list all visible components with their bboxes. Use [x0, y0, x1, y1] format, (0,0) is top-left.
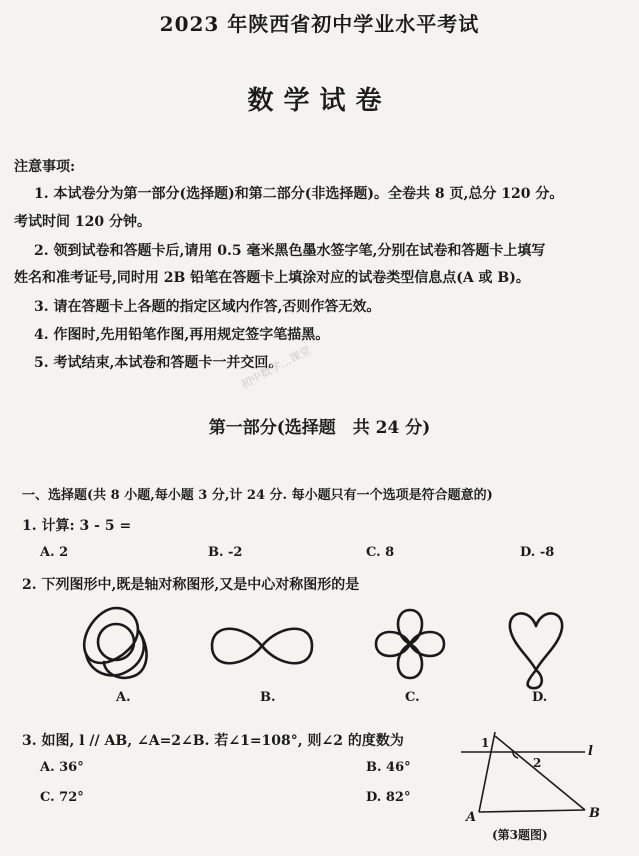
q3-option-c: C. 72° — [40, 790, 84, 805]
q2-figure-label-c: C. — [405, 690, 420, 705]
section-title: 第一部分(选择题 共 24 分) — [208, 418, 431, 438]
q3-label-point-a: A — [466, 810, 477, 825]
notice-heading: 注意事项: — [14, 159, 76, 175]
q3-option-b: B. 46° — [366, 760, 411, 775]
q3-option-d: D. 82° — [366, 790, 411, 805]
question-3-stem: 3. 如图, l // AB, ∠A=2∠B. 若∠1=108°, 则∠2 的度数为 — [22, 733, 404, 749]
q1-option-d: D. -8 — [520, 545, 555, 560]
q3-figure-caption: (第3题图) — [492, 828, 548, 842]
q2-figure-d-heart-loop — [510, 613, 562, 688]
q3-line-ab — [479, 810, 585, 812]
notice-line: 姓名和准考证号,同时用 2B 铅笔在答题卡上填涂对应的试卷类型信息点(A 或 B)。 — [14, 270, 530, 286]
section-instructions: 一、选择题(共 8 小题,每小题 3 分,计 24 分. 每小题只有一个选项是符合题意的) — [22, 488, 493, 503]
q1-option-a: A. 2 — [40, 545, 69, 560]
q2-figure-label-b: B. — [260, 690, 276, 705]
q2-figure-label-a: A. — [116, 690, 131, 705]
notice-line: 1. 本试卷分为第一部分(选择题)和第二部分(非选择题)。全卷共 8 页,总分 120 分。 — [34, 186, 564, 202]
q2-figures — [0, 600, 639, 690]
q1-option-c: C. 8 — [366, 545, 395, 560]
q1-option-b: B. -2 — [208, 545, 243, 560]
q3-option-a: A. 36° — [40, 760, 84, 775]
q3-label-point-b: B — [589, 806, 600, 821]
q2-figure-b-infinity — [212, 629, 312, 664]
notice-line: 考试时间 120 分钟。 — [14, 214, 151, 230]
watermark: 初中数学…课堂 — [238, 343, 314, 392]
q3-side-ab-top — [495, 736, 585, 810]
q2-figure-c-clover — [376, 610, 444, 678]
q2-figure-label-d: D. — [532, 690, 548, 705]
notice-line: 3. 请在答题卡上各题的指定区域内作答,否则作答无效。 — [34, 299, 381, 315]
notice-line: 2. 领到试卷和答题卡后,请用 0.5 毫米黑色墨水签字笔,分别在试卷和答题卡上填写 — [34, 243, 546, 259]
notice-line: 5. 考试结束,本试卷和答题卡一并交回。 — [34, 355, 283, 371]
exam-title: 2023 年陕西省初中学业水平考试 — [159, 12, 480, 36]
q3-label-angle2: 2 — [533, 756, 542, 770]
q3-label-line-l: l — [588, 744, 593, 759]
question-2-stem: 2. 下列图形中,既是轴对称图形,又是中心对称图形的是 — [22, 577, 360, 593]
q3-label-angle1: 1 — [481, 736, 490, 750]
question-1-stem: 1. 计算: 3 - 5 = — [22, 518, 132, 534]
notice-line: 4. 作图时,先用铅笔作图,再用规定签字笔描黑。 — [34, 327, 330, 343]
q2-figure-a-trefoil — [84, 608, 146, 678]
subject-title: 数学试卷 — [247, 86, 392, 116]
